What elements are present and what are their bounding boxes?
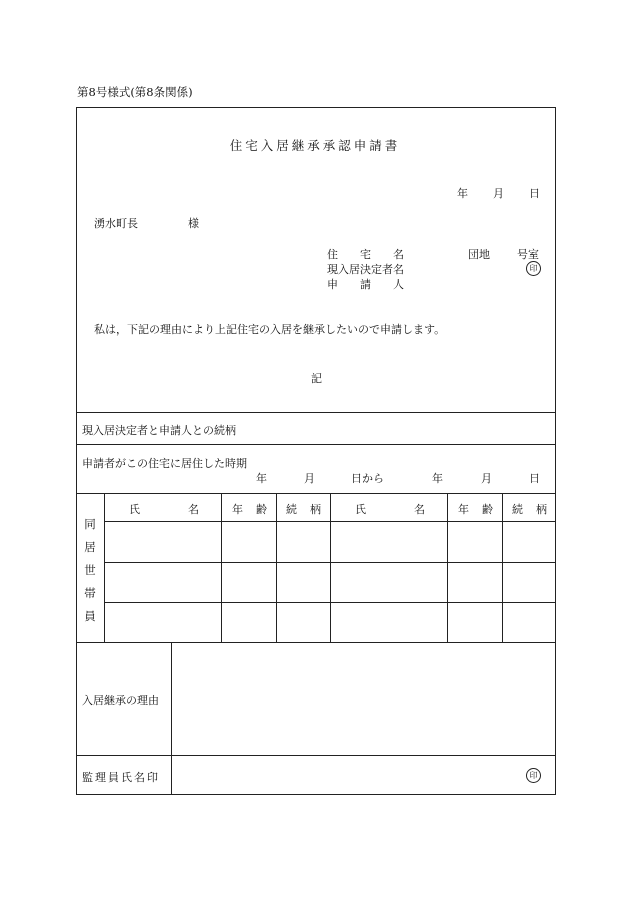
to-day-label: 日 <box>529 472 540 485</box>
danchi-label: 団地 <box>468 248 490 261</box>
household-name-cell[interactable] <box>105 563 220 601</box>
header-age-1-b: 齢 <box>256 503 267 516</box>
header-relation-2-a: 続 <box>512 503 523 516</box>
header-relation-1-a: 続 <box>286 503 297 516</box>
seal-mark: 印 <box>526 261 541 276</box>
household-side-char-4: 帯 <box>84 586 96 600</box>
room-label: 号室 <box>517 248 539 261</box>
household-name-cell[interactable] <box>105 603 220 641</box>
date-month-label: 月 <box>493 187 504 200</box>
reason-label: 入居継承の理由 <box>82 694 159 707</box>
relationship-label: 現入居決定者と申請人との続柄 <box>82 424 236 437</box>
household-name-cell[interactable] <box>105 522 220 561</box>
header-name-2-a: 氏 <box>355 503 366 516</box>
date-day-label: 日 <box>529 187 540 200</box>
applicant-label: 申 請 人 <box>327 278 404 291</box>
from-day-label: 日から <box>351 472 384 485</box>
rule-relationship-bottom <box>76 444 556 445</box>
addressee-honorific: 様 <box>188 217 199 230</box>
rule-col-relation-1 <box>276 493 277 642</box>
rule-household-top <box>76 493 556 494</box>
rule-household-bottom <box>76 642 556 643</box>
supervisor-seal-mark: 印 <box>526 768 541 783</box>
header-name-1-b: 名 <box>188 503 199 516</box>
header-age-1-a: 年 <box>232 503 243 516</box>
reason-field[interactable] <box>173 644 555 754</box>
header-age-2-b: 齢 <box>482 503 493 516</box>
household-side-char-3: 世 <box>84 563 96 577</box>
form-number: 第8号様式(第8条関係) <box>77 85 193 99</box>
rule-col-age-2 <box>447 493 448 642</box>
current-resident-label: 現入居決定者名 <box>327 263 404 276</box>
housing-name-label: 住 宅 名 <box>327 248 404 261</box>
household-name-cell[interactable] <box>331 603 446 641</box>
header-relation-1-b: 柄 <box>310 503 321 516</box>
from-year-label: 年 <box>256 472 267 485</box>
supervisor-label: 監理員氏名印 <box>82 771 160 784</box>
to-year-label: 年 <box>432 472 443 485</box>
to-month-label: 月 <box>481 472 492 485</box>
household-name-cell[interactable] <box>331 522 446 561</box>
addressee-name: 湧水町長 <box>94 217 138 230</box>
date-year-label: 年 <box>457 187 468 200</box>
household-side-char-2: 居 <box>84 540 96 554</box>
application-statement: 私は，下記の理由により上記住宅の入居を継承したいので申請します。 <box>94 323 446 336</box>
header-name-1-a: 氏 <box>129 503 140 516</box>
header-relation-2-b: 柄 <box>536 503 547 516</box>
household-side-char-5: 員 <box>84 609 96 623</box>
rule-col-age-1 <box>221 493 222 642</box>
rule-col-relation-2 <box>502 493 503 642</box>
rule-reason-bottom <box>76 755 556 756</box>
rule-relationship-top <box>76 412 556 413</box>
header-name-2-b: 名 <box>414 503 425 516</box>
from-month-label: 月 <box>304 472 315 485</box>
form-title: 住宅入居継承承認申請書 <box>229 138 401 153</box>
residence-period-label: 申請者がこの住宅に居住した時期 <box>82 457 247 470</box>
household-name-cell[interactable] <box>331 563 446 601</box>
rule-reason-divider <box>171 642 172 795</box>
household-side-char-1: 同 <box>84 517 96 531</box>
ki-heading: 記 <box>311 372 322 385</box>
supervisor-name-field[interactable] <box>173 757 513 793</box>
header-age-2-a: 年 <box>458 503 469 516</box>
